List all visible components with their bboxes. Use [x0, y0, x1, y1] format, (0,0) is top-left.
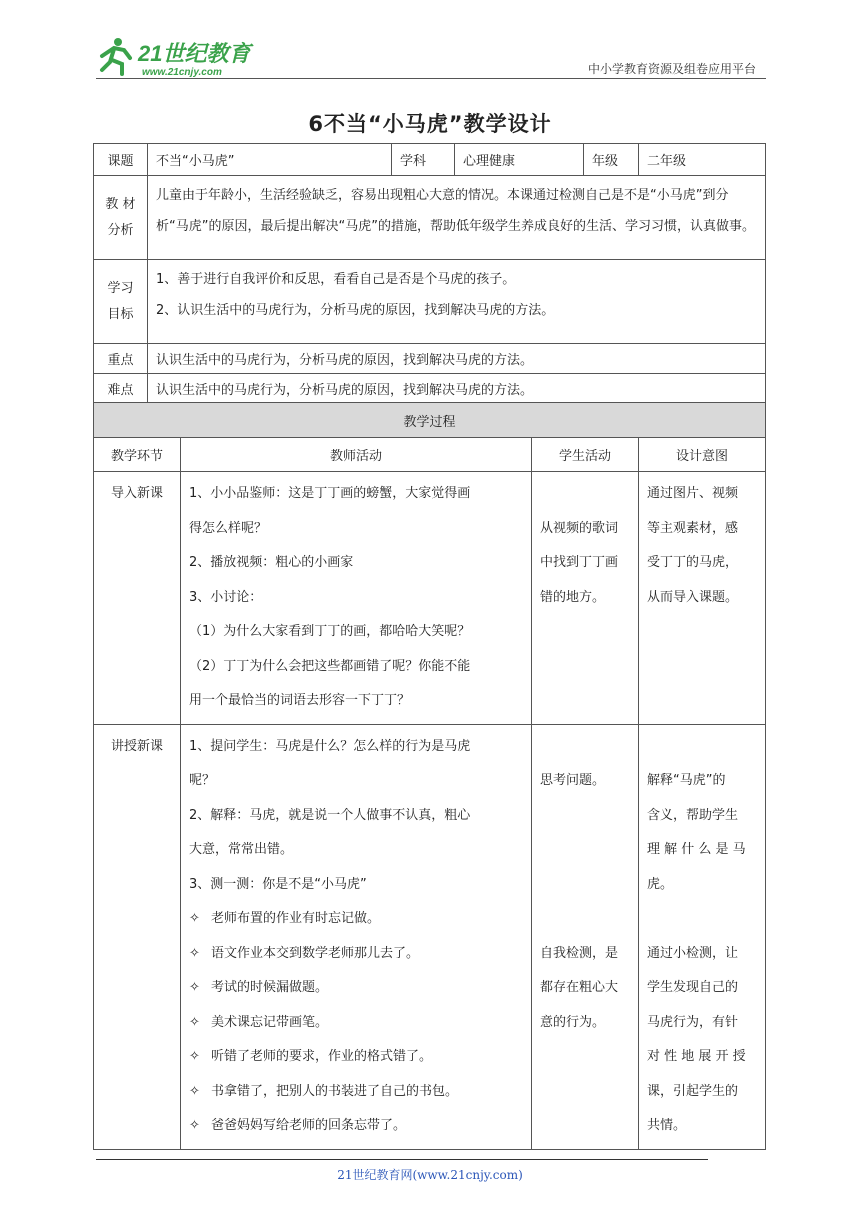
page-title: 6不当“小马虎”教学设计	[308, 112, 552, 136]
stage-cell: 导入新课	[94, 472, 181, 725]
subject-value: 心理健康	[455, 144, 584, 176]
checklist-item: ✧ 考试的时候漏做题。	[189, 971, 523, 1006]
process-title-row	[94, 403, 766, 438]
diamond-bullet-icon: ✧	[189, 945, 200, 961]
design-intent-cell: 解释“马虎”的 含义，帮助学生 理 解 什 么 是 马 虎。 通过小检测，让 学生发现自己的 马虎行为，有针 对 性 地 展 开 授 课，引起学生的 共情。	[639, 724, 766, 1149]
logo-text: 21世纪教育	[138, 41, 251, 66]
teacher-activity-cell: 1、提问学生：马虎是什么？怎么样的行为是马虎 呢？ 2、解释：马虎，就是说一个人做事不认真，粗心 大意，常常出错。 3、测一测：你是不是“小马虎” ✧ 老师布置的作业有时忘记做。 ✧ 语文作业本交到数学老师那儿去了。 ✧ 考试的时候漏做题。 ✧ 美术课忘记带画笔。 ✧ 听错了老师的要求，作业的格式错了。 ✧ 书拿错了，把别人的书装进了自己的书包。 ✧ 爸爸妈妈写给老师的回条忘带了。	[181, 724, 532, 1149]
site-logo	[96, 34, 266, 80]
header-divider	[96, 78, 766, 79]
diamond-bullet-icon: ✧	[189, 1049, 200, 1064]
stage-cell: 讲授新课	[94, 724, 181, 1149]
material-row	[94, 176, 766, 260]
diamond-bullet-icon: ✧	[189, 911, 200, 926]
diamond-bullet-icon: ✧	[189, 980, 200, 995]
diamond-bullet-icon: ✧	[189, 1118, 200, 1133]
student-activity-cell: 从视频的歌词 中找到丁丁画 错的地方。	[532, 472, 639, 725]
process-row-intro	[94, 472, 766, 725]
lesson-info-table	[93, 143, 766, 404]
student-activity-cell: 思考问题。 自我检测，是 都存在粗心大 意的行为。	[532, 724, 639, 1149]
course-row	[94, 144, 766, 176]
grade-label: 年级	[584, 144, 639, 176]
checklist-item: ✧ 爸爸妈妈写给老师的回条忘带了。	[189, 1109, 523, 1144]
col-header-student: 学生活动	[532, 438, 639, 472]
material-label: 教 材 分析	[94, 176, 148, 260]
checklist-item: ✧ 老师布置的作业有时忘记做。	[189, 902, 523, 937]
checklist-item: ✧ 听错了老师的要求，作业的格式错了。	[189, 1040, 523, 1075]
subject-label: 学科	[392, 144, 455, 176]
process-header-row	[94, 438, 766, 472]
diamond-bullet-icon: ✧	[189, 1014, 200, 1030]
goal-text	[148, 260, 766, 344]
col-header-intent: 设计意图	[639, 438, 766, 472]
checklist-item: ✧ 书拿错了，把别人的书装进了自己的书包。	[189, 1075, 523, 1110]
goal-row	[94, 260, 766, 344]
key-label: 重点	[94, 344, 148, 374]
col-header-teacher: 教师活动	[181, 438, 532, 472]
key-row	[94, 344, 766, 374]
difficulty-text: 认识生活中的马虎行为，分析马虎的原因，找到解决马虎的方法。	[148, 374, 766, 404]
goal-item: 2、认识生活中的马虎行为，分析马虎的原因，找到解决马虎的方法。	[156, 303, 555, 318]
course-label: 课题	[94, 144, 148, 176]
checklist-item: ✧ 语文作业本交到数学老师那儿去了。	[189, 937, 523, 972]
teaching-process-table	[93, 402, 766, 1150]
design-intent-cell: 通过图片、视频 等主观素材，感 受丁丁的马虎， 从而导入课题。	[639, 472, 766, 725]
difficulty-label: 难点	[94, 374, 148, 404]
checklist-item: ✧ 美术课忘记带画笔。	[189, 1006, 523, 1041]
course-value: 不当“小马虎”	[148, 144, 392, 176]
difficulty-row	[94, 374, 766, 404]
platform-name: 中小学教育资源及组卷应用平台	[587, 62, 756, 76]
goal-item: 1、善于进行自我评价和反思，看看自己是否是个马虎的孩子。	[156, 272, 516, 287]
runner-icon	[102, 38, 130, 74]
diamond-bullet-icon: ✧	[189, 1083, 200, 1099]
material-text: 儿童由于年龄小，生活经验缺乏，容易出现粗心大意的情况。本课通过检测自己是不是“小马虎”到分析“马虎”的原因，最后提出解决“马虎”的措施，帮助低年级学生养成良好的生活、学习习惯，认真做事。	[148, 176, 766, 260]
col-header-stage: 教学环节	[94, 438, 181, 472]
grade-value: 二年级	[639, 144, 766, 176]
footer-link[interactable]: 21世纪教育网(www.21cnjy.com)	[337, 1168, 523, 1182]
teacher-activity-cell: 1、小小品鉴师：这是丁丁画的螃蟹，大家觉得画 得怎么样呢？ 2、播放视频：粗心的小画家 3、小讨论： （1）为什么大家看到丁丁的画，都哈哈大笑呢？ （2）丁丁为什么会把这些都画错了呢？你能不能 用一个最恰当的词语去形容一下丁丁？	[181, 472, 532, 725]
footer-divider	[96, 1159, 708, 1160]
process-title: 教学过程	[94, 403, 766, 438]
logo-url: www.21cnjy.com	[142, 67, 222, 78]
key-text: 认识生活中的马虎行为，分析马虎的原因，找到解决马虎的方法。	[148, 344, 766, 374]
goal-label: 学习 目标	[94, 260, 148, 344]
process-row-teaching	[94, 724, 766, 1149]
